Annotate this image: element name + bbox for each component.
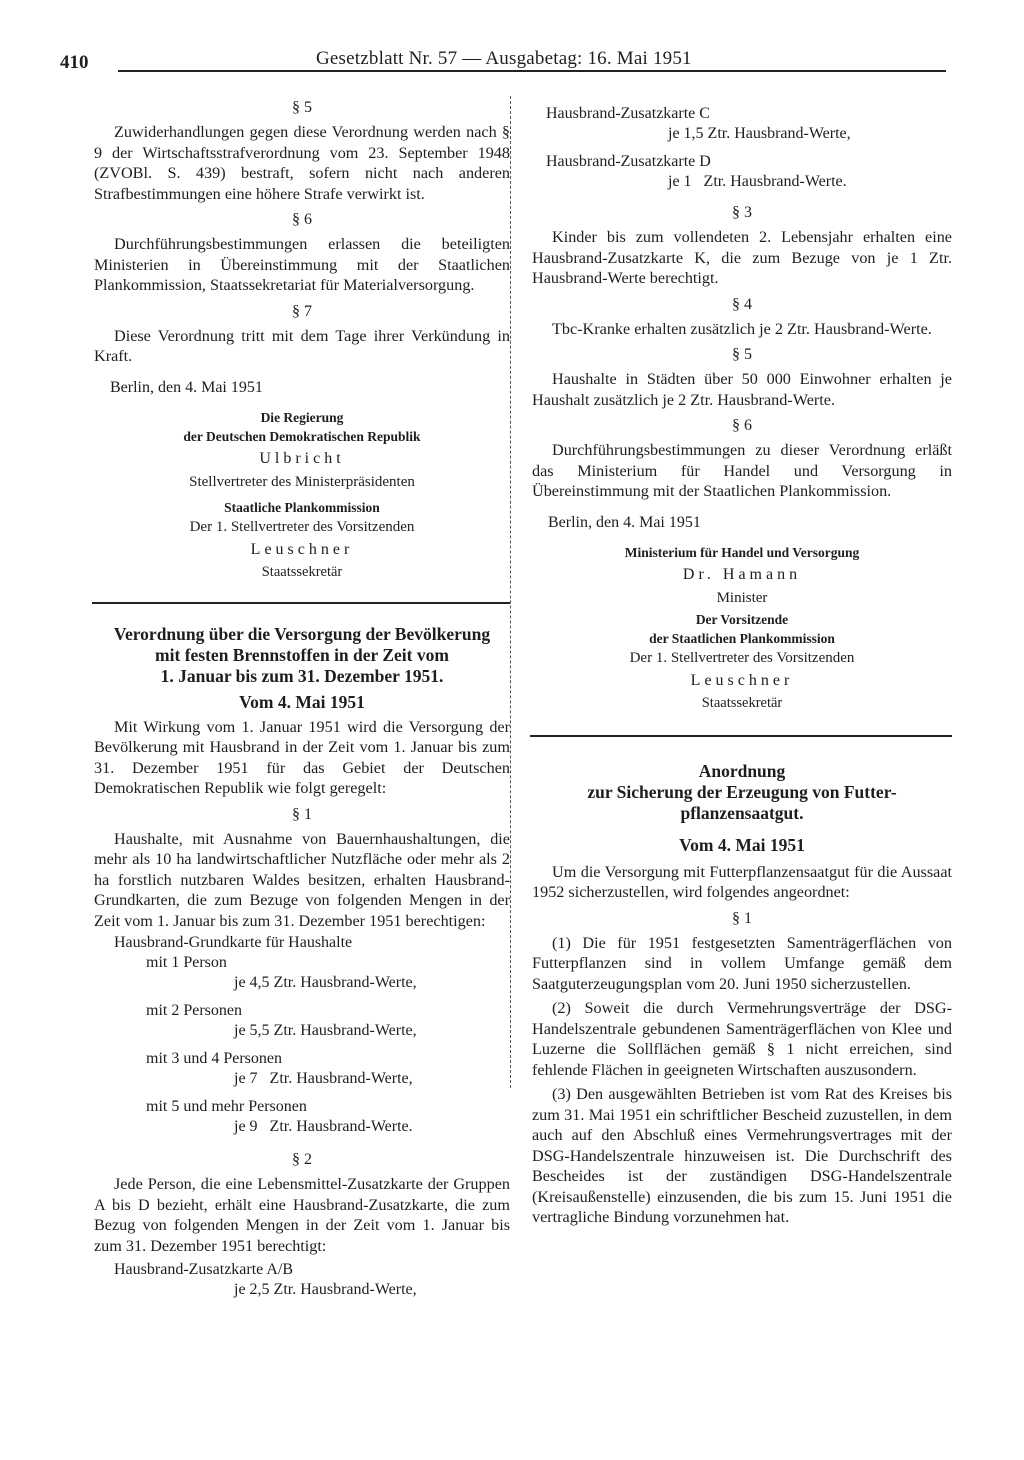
ordinance-title: pflanzensaatgut. — [680, 802, 804, 823]
section-text: Haushalte in Städten über 50 000 Einwohner erhalten je Haushalt zusätzlich je 2 Ztr. Hausbrand-Werte. — [532, 370, 952, 409]
card-item-value: je 4,5 Ztr. Hausbrand-Werte, — [234, 974, 417, 991]
right-column — [532, 104, 952, 1230]
section-text: (1) Die für 1951 festgesetzten Samenträgerflächen von Futterpflanzen sind in vollem Umfange gemäß dem Saatguterzeugungsplan vom 20. Juni 1950 sicherzustellen. — [532, 933, 952, 993]
card-item-value: je 9 Ztr. Hausbrand-Werte. — [234, 1118, 413, 1135]
card-label: Hausbrand-Zusatzkarte D — [546, 153, 711, 170]
section-heading: § 4 — [732, 295, 752, 313]
card-item-label: mit 5 und mehr Personen — [146, 1098, 307, 1115]
place-date: Berlin, den 4. Mai 1951 — [548, 513, 701, 531]
card-item-value: je 1 Ztr. Hausbrand-Werte. — [668, 173, 847, 190]
column-divider — [510, 96, 511, 1088]
section-text: (3) Den ausgewählten Betrieben ist vom Rat des Kreises bis zum 31. Mai 1951 ein schriftlicher Bescheid zuzustellen, in dem auch auf den Abschluß eines Vermehrungsvertrages mit der DSG-Handelszentrale hinzuweisen ist. Die Durchschrift des Bescheides ist der zuständigen DSG-Handelszentrale (Kreisaußenstelle) einzusenden, die bis zum 15. Juni 1951 die vertragliche Bindung vorzunehmen hat. — [532, 1085, 952, 1226]
left-column — [94, 92, 510, 1300]
section-heading: § 5 — [292, 99, 312, 116]
signatory-title: Staatssekretär — [701, 694, 783, 711]
card-item-label: mit 1 Person — [146, 954, 227, 971]
signatory-role: Der 1. Stellvertreter des Vorsitzenden — [189, 518, 415, 535]
card-label: Hausbrand-Grundkarte für Haushalte — [114, 934, 353, 951]
card-item-value: je 1,5 Ztr. Hausbrand-Werte, — [668, 125, 851, 142]
signatory-name: Dr. Hamann — [682, 565, 802, 583]
section-text: Jede Person, die eine Lebensmittel-Zusatzkarte der Gruppen A bis D bezieht, erhält eine Hausbrand-Zusatzkarte, die zum Bezug von folgenden Mengen in der Zeit vom 1. Januar bis zum 31. Dezember 1951 berechtigt: — [94, 1175, 510, 1255]
section-text: Tbc-Kranke erhalten zusätzlich je 2 Ztr. Hausbrand-Werte. — [552, 319, 932, 338]
signatory-name: Leuschner — [690, 671, 794, 689]
ordinance-title: zur Sicherung der Erzeugung von Futter- — [587, 781, 897, 802]
section-heading: § 5 — [732, 346, 752, 363]
card-item — [94, 1049, 510, 1089]
section-rule — [92, 602, 510, 604]
section-rule — [530, 735, 952, 737]
ordinance-date: Vom 4. Mai 1951 — [679, 834, 805, 855]
section-text: Durchführungsbestimmungen erlassen die beteiligten Ministerien in Übereinstimmung mit der Staatlichen Plankommission, Staatssekretariat für Materialversorgung. — [94, 235, 510, 294]
card-item-value: je 5,5 Ztr. Hausbrand-Werte, — [234, 1022, 417, 1039]
card-label: Hausbrand-Zusatzkarte A/B — [114, 1261, 294, 1278]
page-header-title: Gesetzblatt Nr. 57 — Ausgabetag: 16. Mai 1951 — [316, 48, 692, 69]
ordinance-title: Verordnung über die Versorgung der Bevölkerung — [113, 623, 491, 644]
signatory-role: Der 1. Stellvertreter des Vorsitzenden — [629, 649, 855, 666]
section-text: Zuwiderhandlungen gegen diese Verordnung werden nach § 9 der Wirtschaftsstrafverordnung vom 23. September 1948 (ZVOBl. S. 439) bestraft, sofern nicht nach anderen Strafbestimmungen eine höhere Strafe verwirkt ist. — [94, 123, 510, 203]
place-date: Berlin, den 4. Mai 1951 — [110, 378, 263, 396]
ordinance-title: Anordnung — [698, 760, 786, 781]
signatory-name: Leuschner — [250, 540, 354, 558]
ordinance-intro: Mit Wirkung vom 1. Januar 1951 wird die Versorgung der Bevölkerung mit Hausbrand in der Zeit vom 1. Januar bis zum 31. Dezember 1951 für das Gebiet der Deutschen Demokratischen Republik wie folgt geregelt: — [94, 717, 510, 797]
card-item — [94, 1001, 510, 1041]
card-item-value: je 7 Ztr. Hausbrand-Werte, — [234, 1070, 413, 1087]
section-heading: § 1 — [292, 805, 312, 823]
section-text: Durchführungsbestimmungen zu dieser Verordnung erläßt das Ministerium für Handel und Versorgung in Übereinstimmung mit der Staatlichen Plankommission. — [532, 441, 952, 500]
section-heading: § 6 — [732, 417, 752, 434]
section-heading: § 7 — [292, 302, 312, 320]
signatory-org: der Deutschen Demokratischen Republik — [183, 428, 421, 444]
card-item-label: mit 2 Personen — [146, 1002, 242, 1019]
ordinance-date: Vom 4. Mai 1951 — [239, 691, 365, 712]
section-text: Kinder bis zum vollendeten 2. Lebensjahr erhalten eine Hausbrand-Zusatzkarte K, die zum Bezuge von je 1 Ztr. Hausbrand-Werte berechtigt. — [532, 228, 952, 287]
section-text: (2) Soweit die durch Vermehrungsverträge der DSG-Handelszentrale gebundenen Samenträgerflächen von Klee und Luzerne die Sollflächen gemäß § 1 nicht erreichen, sind fehlende Flächen in geeigneten Wirtschaften auszusondern. — [532, 999, 952, 1079]
section-heading: § 2 — [292, 1151, 312, 1168]
ordinance-intro: Um die Versorgung mit Futterpflanzensaatgut für die Aussaat 1952 sicherzustellen, wird folgendes angeordnet: — [532, 862, 952, 901]
signatory-org: Staatliche Plankommission — [224, 499, 380, 515]
signatory-org: Die Regierung — [260, 409, 344, 425]
card-label: Hausbrand-Zusatzkarte C — [546, 105, 710, 122]
card-item — [94, 953, 510, 993]
signatory-org: Ministerium für Handel und Versorgung — [624, 544, 860, 560]
signatory-name: Ulbricht — [259, 449, 345, 467]
ordinance-title: mit festen Brennstoffen in der Zeit vom — [155, 644, 449, 665]
signatory-org: der Staatlichen Plankommission — [649, 630, 835, 646]
card-item-value: je 2,5 Ztr. Hausbrand-Werte, — [234, 1281, 417, 1298]
card-item — [94, 1097, 510, 1137]
signatory-org: Der Vorsitzende — [695, 611, 789, 627]
ordinance-title: 1. Januar bis zum 31. Dezember 1951. — [160, 665, 444, 686]
section-text: Diese Verordnung tritt mit dem Tage ihrer Verkündung in Kraft. — [94, 326, 510, 365]
card-item-label: mit 3 und 4 Personen — [146, 1050, 282, 1067]
section-heading: § 3 — [732, 204, 752, 221]
section-text: Haushalte, mit Ausnahme von Bauernhaushaltungen, die mehr als 10 ha landwirtschaftlicher Nutzfläche oder mehr als 2 ha forstlich nutzbaren Waldes besitzen, erhalten Hausbrand-Grundkarten, die zum Bezuge von folgenden Mengen in der Zeit vom 1. Januar bis zum 31. Dezember 1951 berechtigen: — [94, 829, 510, 930]
signatory-role: Stellvertreter des Ministerpräsidenten — [189, 473, 415, 490]
section-heading: § 6 — [292, 211, 312, 228]
header-rule — [118, 70, 946, 72]
section-heading: § 1 — [732, 909, 752, 927]
page-number: 410 — [60, 52, 89, 73]
signatory-title: Staatssekretär — [261, 563, 343, 580]
signatory-role: Minister — [716, 589, 768, 606]
